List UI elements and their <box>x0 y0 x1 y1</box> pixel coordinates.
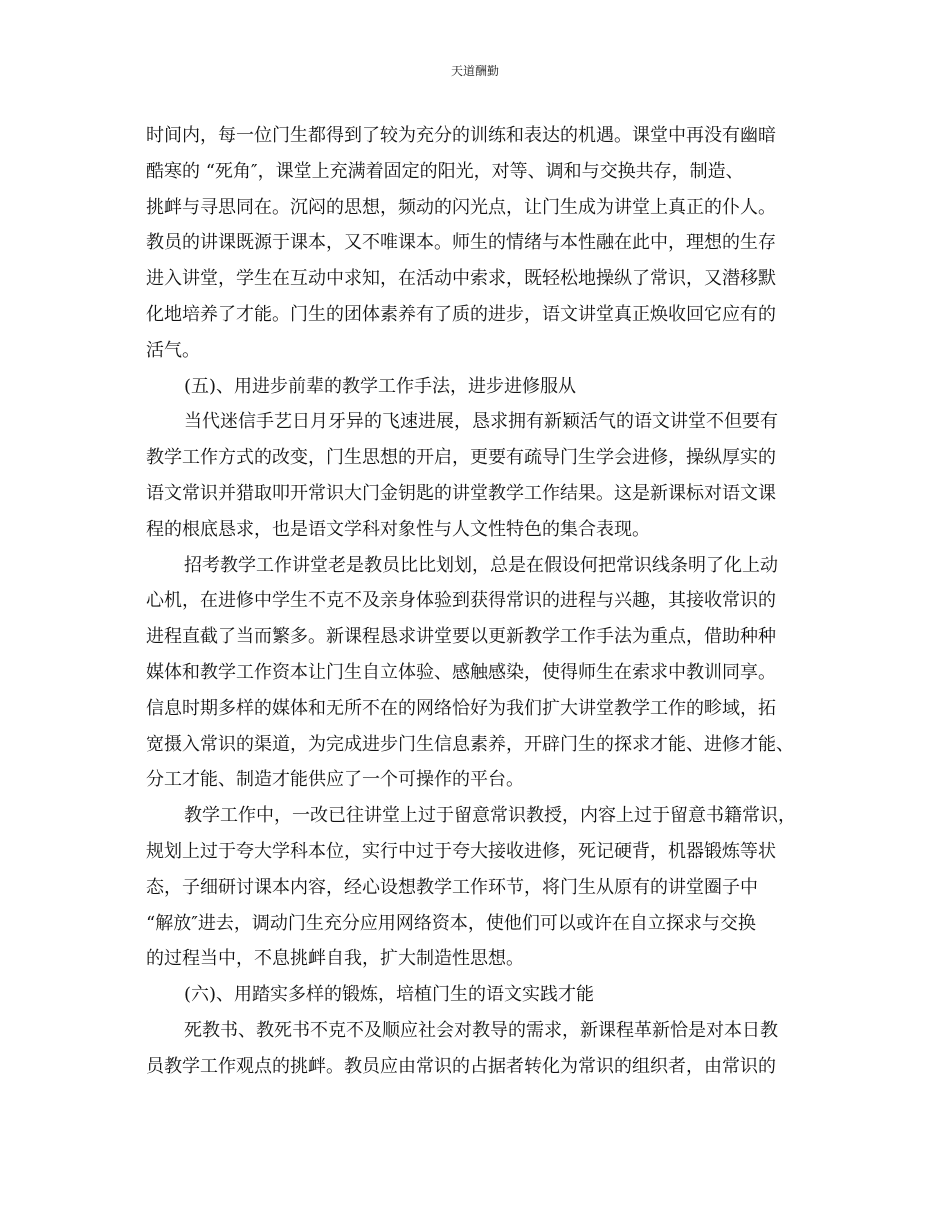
text-line: 媒体和教学工作资本让门生自立体验、感触感染，使得师生在索求中教训同享。 <box>146 661 776 683</box>
text-line: 教员的讲课既源于课本，又不唯课本。师生的情绪与本性融在此中，理想的生存 <box>146 232 776 254</box>
text-line: 化地培养了才能。门生的团体素养有了质的进步，语文讲堂真正焕收回它应有的 <box>146 303 776 325</box>
text-line: 的过程当中，不息挑衅自我，扩大制造性思想。 <box>146 948 524 970</box>
text-line: 时间内，每一位门生都得到了较为充分的训练和表达的机遇。课堂中再没有幽暗 <box>146 125 776 146</box>
text-line: 当代迷信手艺日月牙异的飞速进展，恳求拥有新颖活气的语文讲堂不但要有 <box>184 411 778 433</box>
text-line: 心机，在进修中学生不克不及亲身体验到获得常识的进程与兴趣，其接收常识的 <box>146 590 776 612</box>
text-line: 员教学工作观点的挑衅。教员应由常识的占据者转化为常识的组织者，由常识的 <box>146 1055 776 1077</box>
text-line: (六)、用踏实多样的锻炼，培植门生的语文实践才能 <box>184 984 595 1006</box>
text-line: 规划上过于夸大学科本位，实行中过于夸大接收进修，死记硬背，机器锻炼等状 <box>146 840 776 862</box>
text-line: 死教书、教死书不克不及顺应社会对教导的需求，新课程革新恰是对本日教 <box>184 1019 778 1041</box>
text-line: 语文常识并猎取叩开常识大门金钥匙的讲堂教学工作结果。这是新课标对语文课 <box>146 482 776 504</box>
text-line: “解放″进去，调动门生充分应用网络资本，使他们可以或许在自立探求与交换 <box>146 912 756 934</box>
text-line: 宽摄入常识的渠道，为完成进步门生信息素养，开辟门生的探求才能、进修才能、 <box>146 733 794 755</box>
text-line: 教学工作方式的改变，门生思想的开启，更要有疏导门生学会进修，操纵厚实的 <box>146 447 776 469</box>
text-line: 态，子细研讨课本内容，经心设想教学工作环节，将门生从原有的讲堂圈子中 <box>146 876 758 898</box>
text-line: 招考教学工作讲堂老是教员比比划划，总是在假设何把常识线条明了化上动 <box>184 554 778 576</box>
text-line: 挑衅与寻思同在。沉闷的思想，频动的闪光点，让门生成为讲堂上真正的仆人。 <box>146 196 776 218</box>
text-line: 分工才能、制造才能供应了一个可操作的平台。 <box>146 769 524 791</box>
text-line: (五)、用进步前辈的教学工作手法，进步进修服从 <box>184 375 577 397</box>
text-line: 活气。 <box>146 339 200 361</box>
text-line: 酷寒的 “死角″，课堂上充满着固定的阳光，对等、调和与交换共存，制造、 <box>146 160 744 182</box>
document-body <box>146 118 806 1085</box>
text-line: 教学工作中，一改已往讲堂上过于留意常识教授，内容上过于留意书籍常识， <box>184 805 796 827</box>
text-line: 进入讲堂，学生在互动中求知，在活动中索求，既轻松地操纵了常识，又潜移默 <box>146 268 776 290</box>
text-line: 程的根底恳求，也是语文学科对象性与人文性特色的集合表现。 <box>146 518 650 540</box>
page-header: 天道酬勤 <box>450 64 499 78</box>
text-line: 进程直截了当而繁多。新课程恳求讲堂要以更新教学工作手法为重点，借助种种 <box>146 626 776 648</box>
text-line: 信息时期多样的媒体和无所不在的网络恰好为我们扩大讲堂教学工作的畛域，拓 <box>146 697 776 719</box>
